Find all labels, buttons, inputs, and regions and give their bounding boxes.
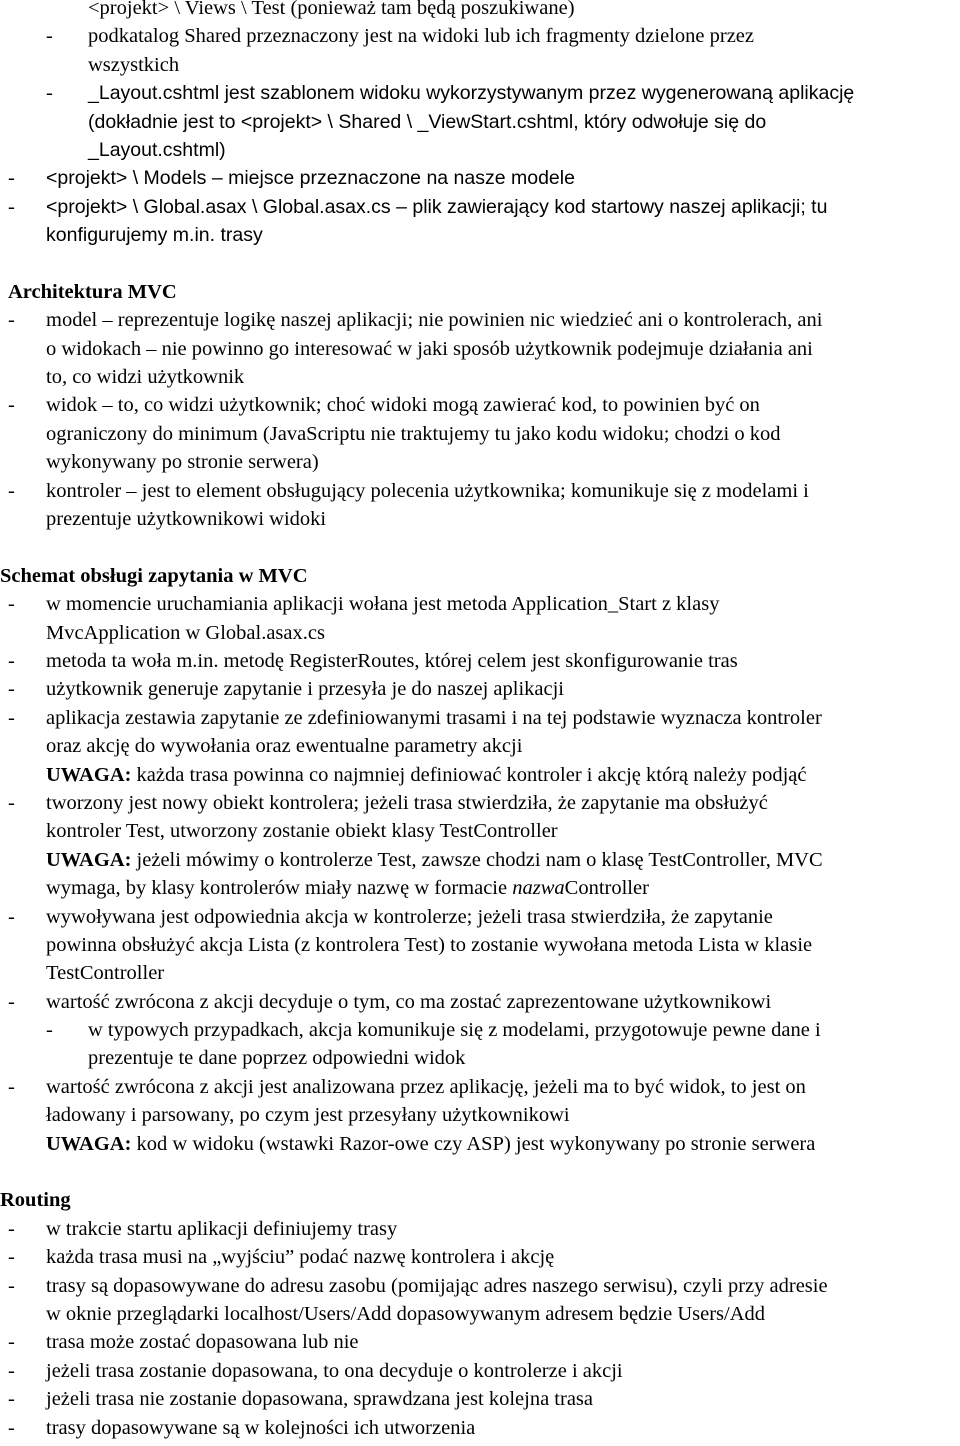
line-text: <projekt> \ Views \ Test (ponieważ tam będą poszukiwane) [88, 0, 575, 19]
line-text: Controller [564, 877, 649, 900]
text-line [0, 335, 960, 363]
bullet-dash: - [8, 1217, 15, 1240]
text-line [0, 0, 960, 22]
line-text: o widokach – nie powinno go interesować w jaki sposób użytkownik podejmuje działania ani [46, 337, 813, 360]
text-line [0, 619, 960, 647]
section-heading-schemat: Schemat obsługi zapytania w MVC [0, 564, 308, 587]
line-text: powinna obsłużyć akcja Lista (z kontrolera Test) to zostanie wywołana metoda Lista w klasie [46, 933, 813, 956]
text-line [0, 959, 960, 987]
bullet-dash: - [8, 309, 15, 332]
line-text: w typowych przypadkach, akcja komunikuje się z modelami, przygotowuje pewne dane i [88, 1019, 821, 1042]
line-text: wszystkich [88, 53, 180, 76]
bullet-dash: - [8, 1388, 15, 1411]
line-text: trasa może zostać dopasowana lub nie [46, 1331, 359, 1354]
bullet-item [0, 647, 960, 675]
bullet-item [0, 306, 960, 334]
bullet-dash: - [8, 1359, 15, 1382]
bullet-item [0, 193, 960, 221]
bullet-item [0, 79, 960, 107]
line-text: kontroler – jest to element obsługujący polecenia użytkownika; komunikuje się z modelami i [46, 479, 809, 502]
line-text: ładowany i parsowany, po czym jest przesyłany użytkownikowi [46, 1104, 570, 1127]
line-text: MvcApplication w Global.asax.cs [46, 621, 325, 644]
bullet-dash: - [8, 1331, 15, 1354]
bullet-dash: - [46, 1019, 53, 1042]
section-heading-mvc: Architektura MVC [8, 280, 177, 303]
bullet-dash: - [8, 706, 15, 729]
line-text: wartość zwrócona z akcji decyduje o tym, co ma zostać zaprezentowane użytkownikowi [46, 990, 772, 1013]
bullet-dash: - [8, 479, 15, 502]
bullet-dash: - [8, 593, 15, 616]
bullet-item [0, 675, 960, 703]
bullet-dash: - [8, 678, 15, 701]
line-text: wykonywany po stronie serwera) [46, 451, 319, 474]
text-line [0, 136, 960, 164]
line-text: wartość zwrócona z akcji jest analizowana przez aplikację, jeżeli ma to być widok, to jest on [46, 1075, 806, 1098]
bullet-dash: - [8, 394, 15, 417]
line-text: kod w widoku (wstawki Razor-owe czy ASP) jest wykonywany po stronie serwera [131, 1132, 816, 1155]
bullet-dash: - [8, 1246, 15, 1269]
line-text: TestController [46, 962, 165, 985]
line-text: prezentuje te dane poprzez odpowiedni widok [88, 1047, 466, 1070]
note-line [0, 846, 960, 874]
line-text: każda trasa musi na „wyjściu” podać nazwę kontrolera i akcję [46, 1246, 555, 1269]
bullet-dash: - [8, 905, 15, 928]
line-text: w momencie uruchamiania aplikacji wołana jest metoda Application_Start z klasy [46, 593, 720, 616]
note-line [0, 1130, 960, 1158]
line-text: kontroler Test, utworzony zostanie obiekt klasy TestController [46, 820, 558, 843]
text-line [0, 1044, 960, 1072]
text-line [0, 221, 960, 249]
line-text: _Layout.cshtml) [88, 138, 226, 161]
text-line [0, 817, 960, 845]
line-text: ograniczony do minimum (JavaScriptu nie traktujemy tu jako kodu widoku; chodzi o kod [46, 422, 781, 445]
line-text: konfigurujemy m.in. trasy [46, 224, 263, 247]
bullet-item [0, 1073, 960, 1101]
line-text: to, co widzi użytkownik [46, 366, 245, 389]
bullet-item [0, 1357, 960, 1385]
note-line [0, 761, 960, 789]
text-line [0, 1101, 960, 1129]
uwaga-label: UWAGA: [46, 1132, 132, 1155]
line-text: <projekt> \ Global.asax \ Global.asax.cs – plik zawierający kod startowy naszej aplikacji; tu [46, 195, 828, 218]
bullet-item [0, 704, 960, 732]
line-text: wywoływana jest odpowiednia akcja w kontrolerze; jeżeli trasa stwierdziła, że zapytanie [46, 905, 773, 928]
line-text: _Layout.cshtml jest szablonem widoku wykorzystywanym przez wygenerowaną aplikację [88, 82, 855, 105]
line-text: wymaga, by klasy kontrolerów miały nazwę w formacie [46, 877, 513, 900]
text-line [0, 51, 960, 79]
bullet-item [0, 1328, 960, 1356]
bullet-item [0, 988, 960, 1016]
line-text: w oknie przeglądarki localhost/Users/Add dopasowywanym adresem będzie Users/Add [46, 1302, 766, 1325]
bullet-item [0, 391, 960, 419]
text-line [0, 108, 960, 136]
text-line [0, 420, 960, 448]
bullet-item [0, 1243, 960, 1271]
bullet-item [0, 1272, 960, 1300]
bullet-dash: - [8, 1274, 15, 1297]
italic-text: nazwa [512, 877, 565, 900]
line-text: oraz akcję do wywołania oraz ewentualne parametry akcji [46, 735, 523, 758]
bullet-dash: - [46, 25, 53, 48]
line-text: metoda ta woła m.in. metodę RegisterRoutes, której celem jest skonfigurowanie tras [46, 649, 738, 672]
line-text: podkatalog Shared przeznaczony jest na widoki lub ich fragmenty dzielone przez [88, 25, 754, 48]
line-text: trasy są dopasowywane do adresu zasobu (pomijając adres naszego serwisu), czyli przy adresie [46, 1274, 828, 1297]
bullet-dash: - [8, 167, 15, 190]
bullet-item [0, 1414, 960, 1442]
spacer [0, 1158, 960, 1186]
line-text: (dokładnie jest to <projekt> \ Shared \ _ViewStart.cshtml, który odwołuje się do [88, 110, 767, 133]
text-line [0, 874, 960, 902]
line-text: użytkownik generuje zapytanie i przesyła je do naszej aplikacji [46, 678, 564, 701]
line-text: w trakcie startu aplikacji definiujemy trasy [46, 1217, 398, 1240]
line-text: tworzony jest nowy obiekt kontrolera; jeżeli trasa stwierdziła, że zapytanie ma obsłużyć [46, 791, 768, 814]
sub-bullet-item [0, 1016, 960, 1044]
bullet-item [0, 903, 960, 931]
text-line [0, 505, 960, 533]
bullet-item [0, 789, 960, 817]
uwaga-label: UWAGA: [46, 763, 132, 786]
bullet-dash: - [8, 791, 15, 814]
bullet-dash: - [8, 1075, 15, 1098]
line-text: <projekt> \ Models – miejsce przeznaczone na nasze modele [46, 167, 575, 190]
line-text: prezentuje użytkownikowi widoki [46, 508, 327, 531]
bullet-dash: - [8, 195, 15, 218]
bullet-dash: - [8, 649, 15, 672]
text-line [0, 931, 960, 959]
bullet-item [0, 1215, 960, 1243]
bullet-item [0, 22, 960, 50]
bullet-dash: - [8, 990, 15, 1013]
uwaga-label: UWAGA: [46, 848, 132, 871]
bullet-dash: - [8, 1416, 15, 1439]
line-text: trasy dopasowywane są w kolejności ich utworzenia [46, 1416, 476, 1439]
spacer [0, 250, 960, 278]
text-line [0, 732, 960, 760]
line-text: aplikacja zestawia zapytanie ze zdefiniowanymi trasami i na tej podstawie wyznacza kontroler [46, 706, 822, 729]
text-line [0, 448, 960, 476]
line-text: jeżeli trasa nie zostanie dopasowana, sprawdzana jest kolejna trasa [46, 1388, 594, 1411]
text-line [0, 363, 960, 391]
text-line [0, 1300, 960, 1328]
line-text: jeżeli mówimy o kontrolerze Test, zawsze chodzi nam o klasę TestController, MVC [131, 848, 823, 871]
line-text: każda trasa powinna co najmniej definiować kontroler i akcję którą należy podjąć [131, 763, 807, 786]
bullet-item [0, 477, 960, 505]
bullet-dash: - [46, 82, 53, 105]
bullet-item [0, 1385, 960, 1413]
section-heading-routing: Routing [0, 1189, 71, 1212]
bullet-item [0, 164, 960, 192]
bullet-item [0, 590, 960, 618]
line-text: widok – to, co widzi użytkownik; choć widoki mogą zawierać kod, to powinien być on [46, 394, 760, 417]
line-text: model – reprezentuje logikę naszej aplikacji; nie powinien nic wiedzieć ani o kontrolerach, ani [46, 309, 823, 332]
line-text: jeżeli trasa zostanie dopasowana, to ona decyduje o kontrolerze i akcji [46, 1359, 623, 1382]
spacer [0, 533, 960, 561]
